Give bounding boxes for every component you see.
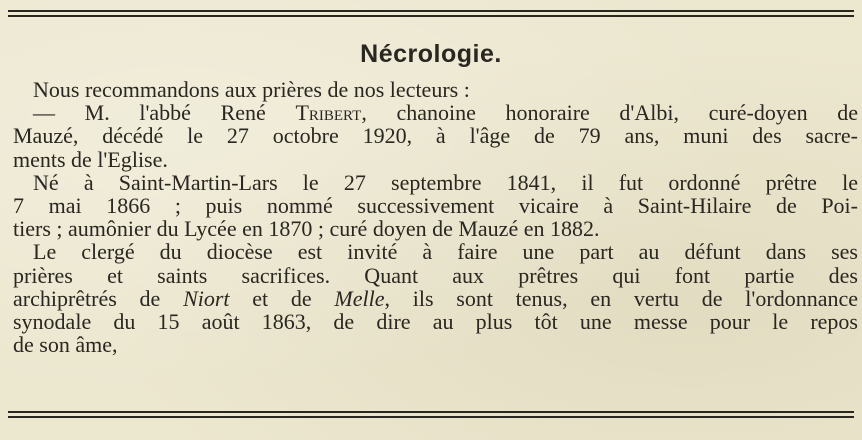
p3-text-c2: et de: [229, 285, 335, 311]
place-niort: Niort: [183, 285, 230, 311]
top-double-rule: [8, 10, 854, 17]
article-body: [13, 78, 858, 356]
p3-text-c1: archiprêtrés de: [13, 285, 184, 311]
article-title: Nécrologie.: [360, 40, 502, 68]
p1-line-3: ments de l'Eglise.: [13, 146, 168, 172]
deceased-name: Tribert: [295, 100, 362, 126]
p3-line-4: synodale du 15 août 1863, de dire au plus tôt une messe pour le repos: [13, 309, 858, 335]
intro-line: Nous recommandons aux prières de nos lecteurs :: [33, 77, 470, 102]
place-melle: Melle: [334, 285, 385, 311]
p3-text-c3: , ils sont tenus, en vertu de l'ordonnance: [384, 285, 858, 311]
p3-line-5: de son âme,: [13, 332, 118, 358]
p3-line-1: Le clergé du diocèse est invité à faire une part au défunt dans ses: [33, 239, 858, 265]
p1-line-2: Mauzé, décédé le 27 octobre 1920, à l'âge de 79 ans, muni des sacre-: [13, 123, 858, 149]
p3-line-3: [13, 287, 858, 310]
p3-line-2: prières et saints sacrifices. Quant aux prêtres qui font partie des: [13, 262, 858, 288]
p1-text-a: — M. l'abbé René: [33, 100, 296, 126]
bottom-double-rule: [8, 411, 854, 418]
p2-line-3: tiers ; aumônier du Lycée en 1870 ; curé doyen de Mauzé en 1882.: [13, 216, 600, 242]
p2-line-1: Né à Saint-Martin-Lars le 27 septembre 1841, il fut ordonné prêtre le: [33, 169, 858, 195]
p1-text-b: , chanoine honoraire d'Albi, curé-doyen de: [361, 100, 858, 126]
p2-line-2: 7 mai 1866 ; puis nommé successivement vicaire à Saint-Hilaire de Poi-: [13, 193, 858, 219]
p1-line-1: [13, 101, 858, 124]
